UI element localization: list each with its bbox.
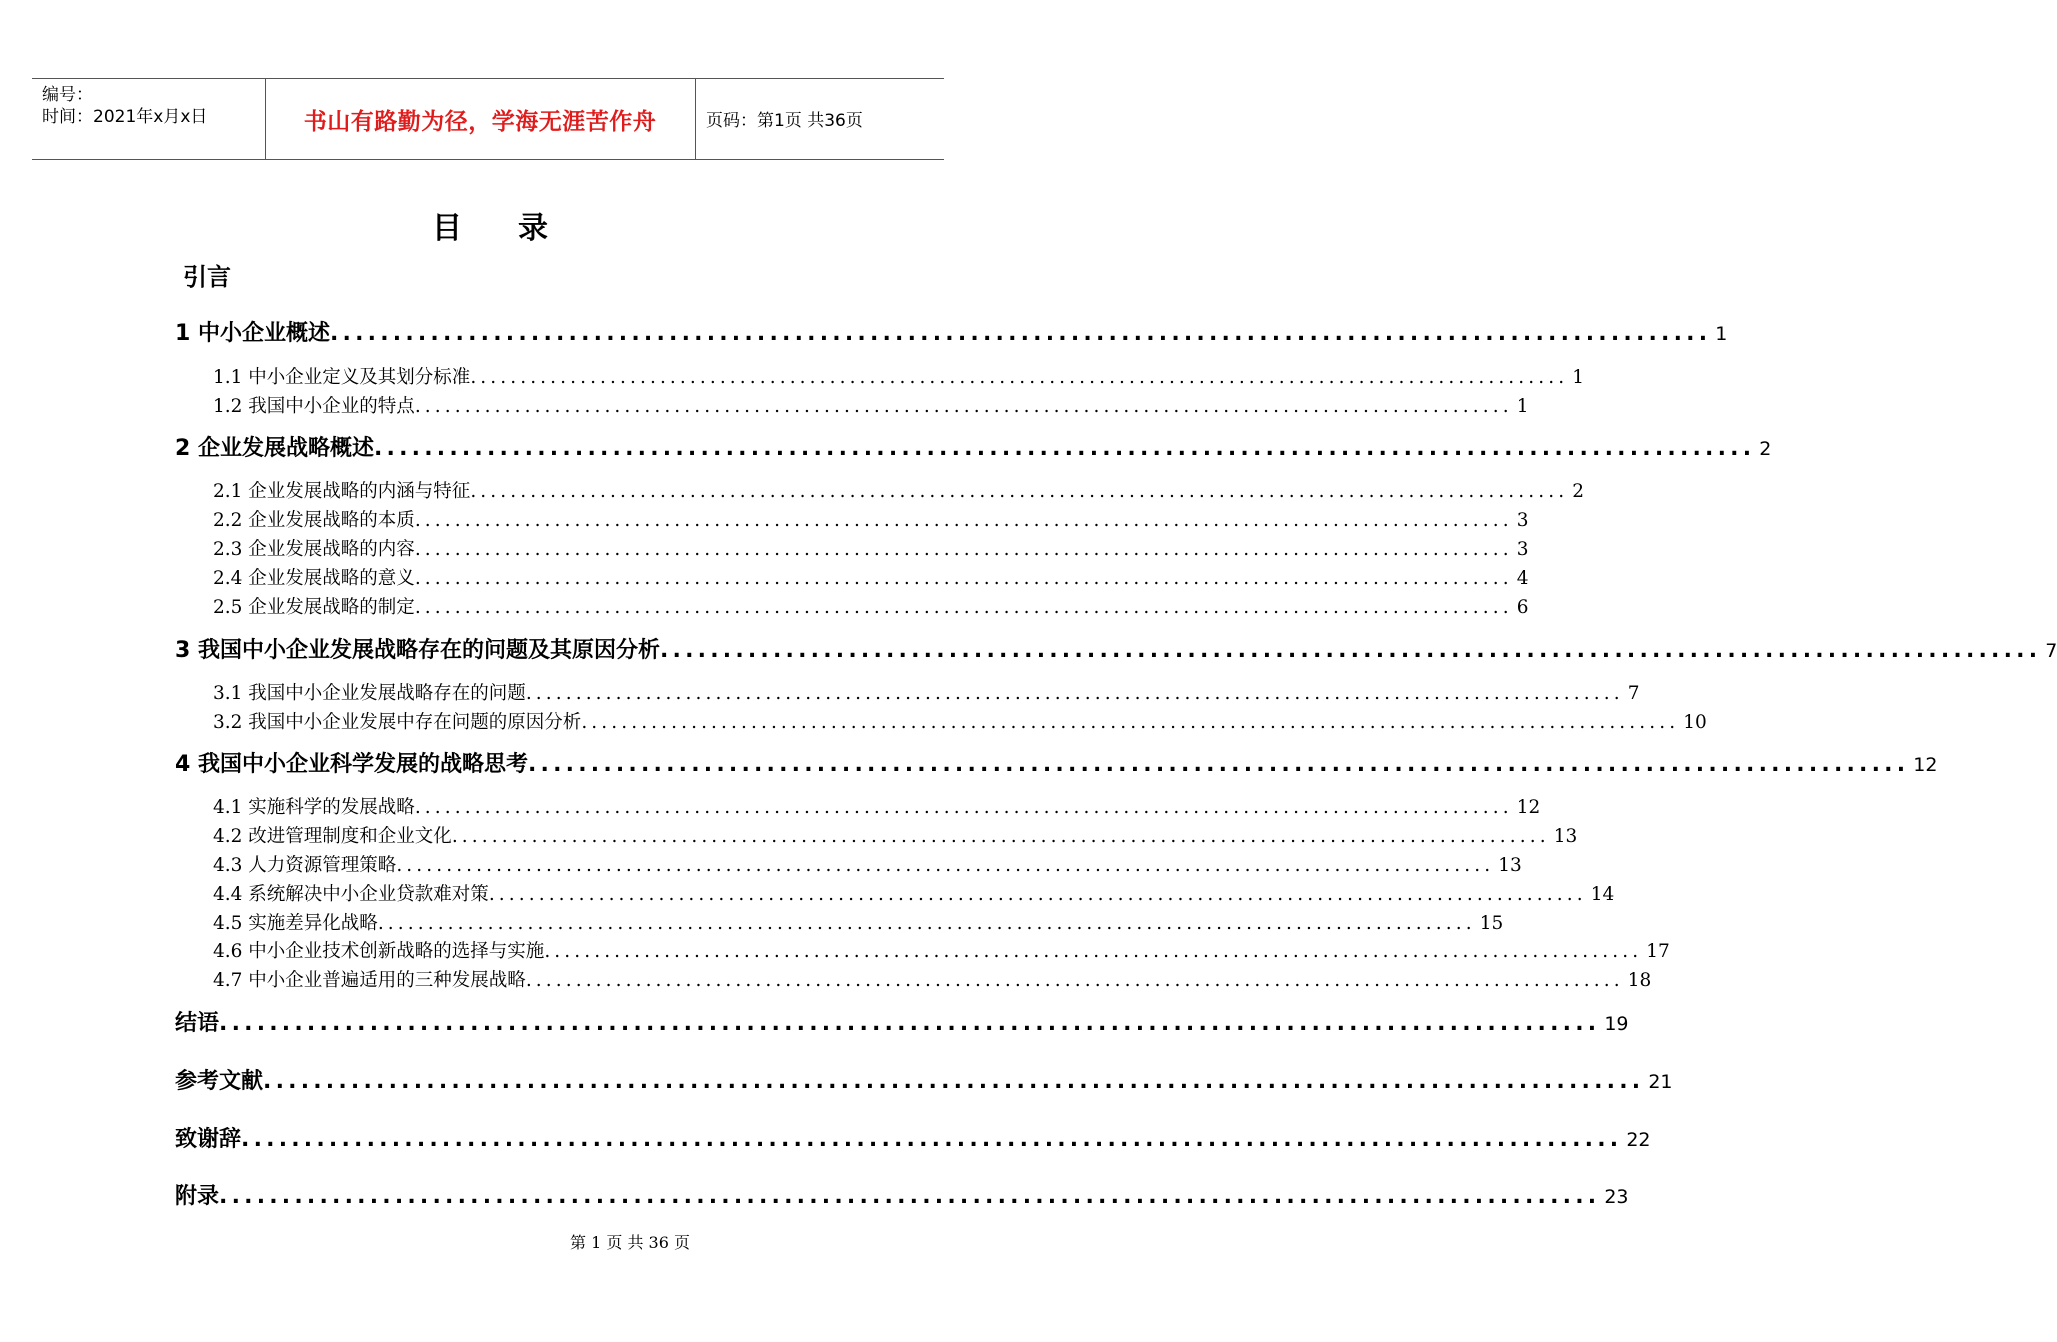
toc-entry-label: 1.2 我国中小企业的特点 — [213, 396, 415, 417]
toc-entry-label: 4.4 系统解决中小企业贷款难对策 — [213, 884, 489, 905]
toc-entry-page: 4 — [1516, 568, 1529, 589]
header-motto-cell — [265, 79, 696, 159]
toc-leader-dots: .............................................................................................................. — [414, 539, 1513, 560]
toc-leader-dots: .............................................................................................................. — [414, 510, 1513, 531]
toc-entry-label: 4.6 中小企业技术创新战略的选择与实施 — [213, 941, 545, 962]
toc-entry-label: 4.5 实施差异化战略 — [213, 913, 378, 934]
toc-entry-label: 3.1 我国中小企业发展战略存在的问题 — [213, 683, 526, 704]
toc-leader-dots: .............................................................................................................. — [659, 638, 2042, 663]
toc-entry-page: 23 — [1604, 1186, 1629, 1208]
toc-entry[interactable] — [175, 635, 2057, 667]
toc-entry-page: 18 — [1627, 970, 1652, 991]
toc-entry-page: 2 — [1572, 481, 1584, 502]
toc-entry-page: 7 — [2045, 640, 2057, 662]
toc-subentry[interactable] — [213, 394, 1529, 420]
page-title — [0, 203, 980, 247]
toc-leader-dots: .............................................................................................................. — [414, 396, 1513, 417]
page-code: 页码：第1页 共36页 — [706, 111, 863, 131]
toc-entry-label: 2.4 企业发展战略的意义 — [213, 568, 415, 589]
toc-leader-dots: .............................................................................................................. — [414, 597, 1513, 618]
toc-intro-heading: 引言 — [183, 263, 231, 291]
toc-entry-label: 1.1 中小企业定义及其划分标准 — [213, 367, 471, 388]
page-header — [32, 78, 944, 160]
toc-entry-page: 19 — [1604, 1013, 1629, 1035]
toc-subentry[interactable] — [213, 824, 1578, 850]
toc-leader-dots: .............................................................................................................. — [544, 941, 1643, 962]
toc-subentry[interactable] — [213, 681, 1640, 707]
toc-entry-label: 4 我国中小企业科学发展的战略思考 — [175, 752, 528, 777]
toc-subentry[interactable] — [213, 508, 1529, 534]
toc-leader-dots: .............................................................................................................. — [527, 752, 1910, 777]
toc-subentry[interactable] — [213, 882, 1615, 908]
motto-text: 书山有路勤为径，学海无涯苦作舟 — [303, 108, 657, 135]
toc-entry-label: 结语 — [175, 1011, 220, 1036]
toc-subentry[interactable] — [213, 537, 1529, 563]
toc-entry[interactable] — [175, 749, 1938, 781]
toc-entry-label: 2.2 企业发展战略的本质 — [213, 510, 415, 531]
toc-entry-label: 1 中小企业概述 — [175, 321, 330, 346]
page-footer: 第 1 页 共 36 页 — [570, 1233, 690, 1252]
toc-subentry[interactable] — [213, 911, 1504, 937]
toc-entry-label: 参考文献 — [175, 1069, 264, 1094]
toc-entry[interactable] — [175, 433, 1772, 465]
toc-entry[interactable] — [175, 1124, 1651, 1156]
toc-leader-dots: .............................................................................................................. — [373, 436, 1756, 461]
toc-entry-label: 附录 — [175, 1184, 220, 1209]
toc-leader-dots: .............................................................................................................. — [470, 481, 1569, 502]
toc-leader-dots: .............................................................................................................. — [414, 797, 1513, 818]
toc-entry-page: 22 — [1626, 1129, 1651, 1151]
toc-entry-label: 2.5 企业发展战略的制定 — [213, 597, 415, 618]
header-info-cell — [32, 79, 266, 159]
toc-subentry[interactable] — [213, 853, 1522, 879]
toc-entry-label: 4.7 中小企业普遍适用的三种发展战略 — [213, 970, 526, 991]
toc-entry[interactable] — [175, 1066, 1673, 1098]
toc-entry-label: 4.2 改进管理制度和企业文化 — [213, 826, 452, 847]
toc-entry-label: 3.2 我国中小企业发展中存在问题的原因分析 — [213, 712, 582, 733]
toc-subentry[interactable] — [213, 795, 1541, 821]
toc-subentry[interactable] — [213, 566, 1529, 592]
document-number-label: 编号： — [42, 85, 93, 105]
toc-entry-page: 13 — [1553, 826, 1578, 847]
toc-subentry[interactable] — [213, 365, 1584, 391]
toc-leader-dots: .............................................................................................................. — [263, 1069, 1645, 1094]
toc-entry-label: 2.1 企业发展战略的内涵与特征 — [213, 481, 471, 502]
toc-subentry[interactable] — [213, 939, 1670, 965]
toc-entry-page: 7 — [1627, 683, 1640, 704]
toc-leader-dots: .............................................................................................................. — [396, 855, 1495, 876]
title-char-2: 录 — [518, 211, 548, 246]
toc-entry-label: 4.3 人力资源管理策略 — [213, 855, 397, 876]
toc-leader-dots: .............................................................................................................. — [377, 913, 1476, 934]
toc-entry[interactable] — [175, 318, 1728, 350]
toc-leader-dots: .............................................................................................................. — [525, 683, 1624, 704]
toc-entry-page: 1 — [1715, 323, 1728, 345]
toc-entry-page: 17 — [1646, 941, 1670, 962]
toc-leader-dots: .............................................................................................................. — [470, 367, 1569, 388]
toc-leader-dots: .............................................................................................................. — [241, 1127, 1623, 1152]
toc-leader-dots: .............................................................................................................. — [488, 884, 1587, 905]
toc-subentry[interactable] — [213, 595, 1529, 621]
toc-entry-page: 12 — [1516, 797, 1541, 818]
toc-entry-page: 3 — [1516, 510, 1529, 531]
toc-entry-label: 4.1 实施科学的发展战略 — [213, 797, 415, 818]
toc-leader-dots: .............................................................................................................. — [329, 321, 1712, 346]
toc-entry-page: 1 — [1572, 367, 1584, 388]
toc-entry-page: 2 — [1759, 438, 1772, 460]
toc-subentry[interactable] — [213, 968, 1652, 994]
toc-entry-page: 10 — [1683, 712, 1707, 733]
toc-entry-label: 2 企业发展战略概述 — [175, 436, 374, 461]
toc-entry-page: 13 — [1498, 855, 1522, 876]
toc-entry-label: 致谢辞 — [175, 1127, 242, 1152]
toc-leader-dots: .............................................................................................................. — [414, 568, 1513, 589]
toc-subentry[interactable] — [213, 710, 1707, 736]
toc-entry-page: 1 — [1516, 396, 1529, 417]
toc-subentry[interactable] — [213, 479, 1584, 505]
toc-entry-label: 3 我国中小企业发展战略存在的问题及其原因分析 — [175, 638, 660, 663]
toc-leader-dots: .............................................................................................................. — [219, 1011, 1601, 1036]
header-page-cell — [696, 79, 944, 159]
toc-entry[interactable] — [175, 1181, 1629, 1213]
toc-entry-label: 2.3 企业发展战略的内容 — [213, 539, 415, 560]
toc-entry-page: 3 — [1516, 539, 1529, 560]
toc-leader-dots: .............................................................................................................. — [219, 1184, 1601, 1209]
document-time-label: 时间：2021年x月x日 — [42, 107, 208, 127]
toc-entry-page: 6 — [1516, 597, 1529, 618]
toc-entry-page: 21 — [1648, 1071, 1673, 1093]
toc-entry-page: 12 — [1913, 754, 1938, 776]
toc-entry[interactable] — [175, 1008, 1629, 1040]
toc-entry-page: 14 — [1590, 884, 1615, 905]
toc-entry-page: 15 — [1479, 913, 1504, 934]
title-char-1: 目 — [432, 211, 462, 246]
toc-leader-dots: .............................................................................................................. — [525, 970, 1624, 991]
toc-leader-dots: .............................................................................................................. — [581, 712, 1680, 733]
toc-leader-dots: .............................................................................................................. — [451, 826, 1550, 847]
